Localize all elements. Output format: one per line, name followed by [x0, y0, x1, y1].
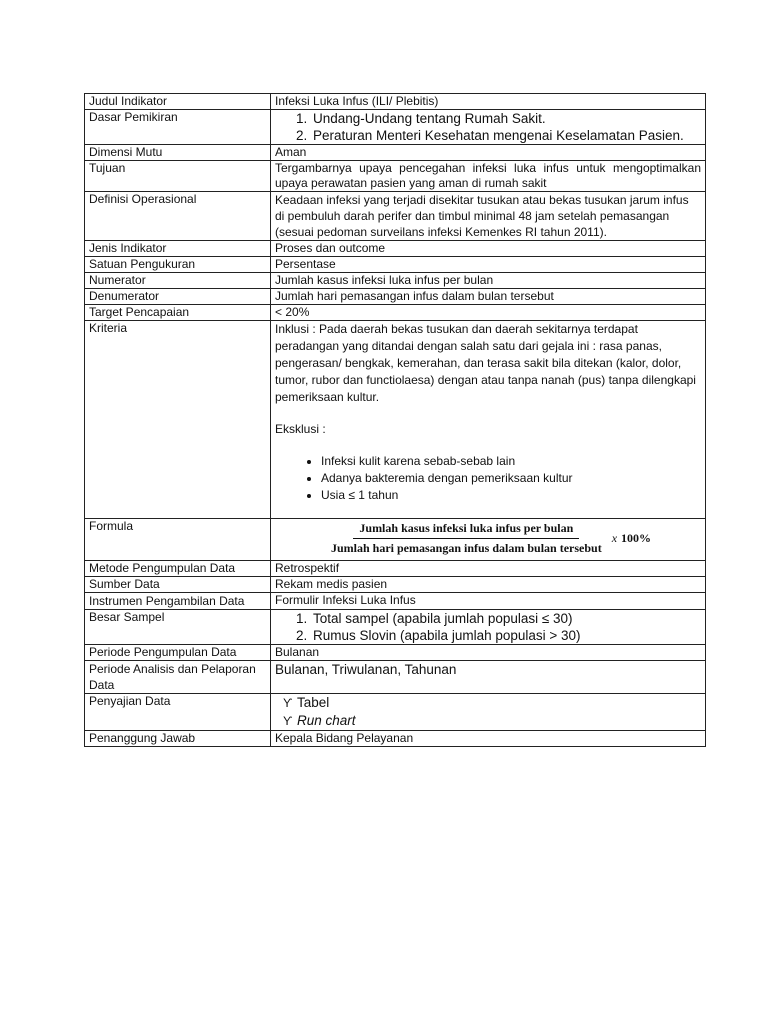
numbered-list — [275, 610, 701, 644]
row-label: Denumerator — [85, 289, 271, 305]
row-value: Kepala Bidang Pelayanan — [271, 731, 706, 747]
list-marker-icon: ϒ — [283, 714, 293, 728]
formula-expression — [275, 519, 701, 560]
indicator-profile-table — [84, 93, 706, 747]
row-label: Instrumen Pengambilan Data — [85, 593, 271, 610]
list-item-label: Tabel — [297, 695, 330, 710]
table-row — [85, 610, 706, 645]
row-value: Retrospektif — [271, 561, 706, 577]
list-item: • Usia ≤ 1 tahun — [321, 487, 701, 504]
row-label: Sumber Data — [85, 577, 271, 593]
row-label: Satuan Pengukuran — [85, 257, 271, 273]
row-value: Aman — [271, 145, 706, 161]
table-row — [85, 661, 706, 694]
exclusion-list — [275, 453, 701, 504]
row-label: Besar Sampel — [85, 610, 271, 645]
row-value: Bulanan — [271, 645, 706, 661]
table-row — [85, 192, 706, 241]
row-value: Persentase — [271, 257, 706, 273]
row-value — [271, 321, 706, 519]
row-label: Judul Indikator — [85, 94, 271, 110]
list-item — [275, 694, 701, 712]
table-row — [85, 241, 706, 257]
row-label: Penyajian Data — [85, 694, 271, 731]
row-label: Dasar Pemikiran — [85, 110, 271, 145]
row-label: Dimensi Mutu — [85, 145, 271, 161]
formula-percent: 100% — [621, 531, 652, 545]
row-label: Numerator — [85, 273, 271, 289]
list-item — [275, 712, 701, 730]
table-row — [85, 273, 706, 289]
inclusion-text: Inklusi : Pada daerah bekas tusukan dan daerah sekitarnya terdapat peradangan yang ditandai dengan salah satu dari gejala ini : rasa panas, pengerasan/ bengkak, kemerahan, dan terasa sakit bila ditekan (kalor, dolor, tumor, rubor dan functiolaesa) dengan atau tanpa nanah (pus) tanpa dilengkapi pemeriksaan kultur. — [275, 322, 696, 404]
multiply-sign: x — [611, 531, 618, 545]
table-row — [85, 257, 706, 273]
row-value — [271, 519, 706, 561]
exclusion-heading: Eksklusi : — [275, 422, 326, 436]
table-row — [85, 321, 706, 519]
row-value: Jumlah hari pemasangan infus dalam bulan tersebut — [271, 289, 706, 305]
row-value: < 20% — [271, 305, 706, 321]
formula-denominator: Jumlah hari pemasangan infus dalam bulan tersebut — [330, 541, 602, 555]
row-label: Jenis Indikator — [85, 241, 271, 257]
row-value — [271, 610, 706, 645]
table-row — [85, 94, 706, 110]
row-value — [271, 110, 706, 145]
formula-numerator: Jumlah kasus infeksi luka infus per bulan — [353, 521, 579, 539]
row-value: Rekam medis pasien — [271, 577, 706, 593]
row-value: Proses dan outcome — [271, 241, 706, 257]
row-label: Target Pencapaian — [85, 305, 271, 321]
row-value: Bulanan, Triwulanan, Tahunan — [271, 661, 706, 694]
table-row — [85, 694, 706, 731]
row-label: Tujuan — [85, 161, 271, 192]
table-row — [85, 110, 706, 145]
row-value: Jumlah kasus infeksi luka infus per bulan — [271, 273, 706, 289]
table-row — [85, 289, 706, 305]
table-row — [85, 593, 706, 610]
list-marker-icon: ϒ — [283, 696, 293, 710]
row-label: Periode Analisis dan Pelaporan Data — [85, 661, 271, 694]
list-item-label: Run chart — [297, 713, 356, 728]
row-value: Formulir Infeksi Luka Infus — [271, 593, 706, 610]
table-row — [85, 645, 706, 661]
row-value: Keadaan infeksi yang terjadi disekitar tusukan atau bekas tusukan jarum infus di pembuluh darah perifer dan timbul minimal 48 jam setelah pemasangan (sesuai pedoman surveilans infeksi Kemenkes RI tahun 2011). — [271, 192, 706, 241]
table-row — [85, 161, 706, 192]
row-label: Penanggung Jawab — [85, 731, 271, 747]
list-item: • Infeksi kulit karena sebab-sebab lain — [321, 453, 701, 470]
row-value: Infeksi Luka Infus (ILI/ Plebitis) — [271, 94, 706, 110]
list-item: 1. Total sampel (apabila jumlah populasi ≤ 30) — [311, 610, 701, 627]
table-row — [85, 305, 706, 321]
list-item: • Adanya bakteremia dengan pemeriksaan kultur — [321, 470, 701, 487]
row-label: Metode Pengumpulan Data — [85, 561, 271, 577]
fraction — [325, 521, 608, 556]
row-label: Periode Pengumpulan Data — [85, 645, 271, 661]
table-row — [85, 577, 706, 593]
row-label: Definisi Operasional — [85, 192, 271, 241]
list-item: 1. Undang-Undang tentang Rumah Sakit. — [311, 110, 701, 127]
table-row — [85, 519, 706, 561]
presentation-list — [275, 694, 701, 730]
row-label: Kriteria — [85, 321, 271, 519]
table-row — [85, 561, 706, 577]
list-item: 2. Peraturan Menteri Kesehatan mengenai Keselamatan Pasien. — [311, 127, 701, 144]
table-row — [85, 145, 706, 161]
row-value — [271, 694, 706, 731]
numbered-list — [275, 110, 701, 144]
row-value: Tergambarnya upaya pencegahan infeksi luka infus untuk mengoptimalkan upaya perawatan pasien yang aman di rumah sakit — [271, 161, 706, 192]
list-item: 2. Rumus Slovin (apabila jumlah populasi > 30) — [311, 627, 701, 644]
row-label: Formula — [85, 519, 271, 561]
table-row — [85, 731, 706, 747]
